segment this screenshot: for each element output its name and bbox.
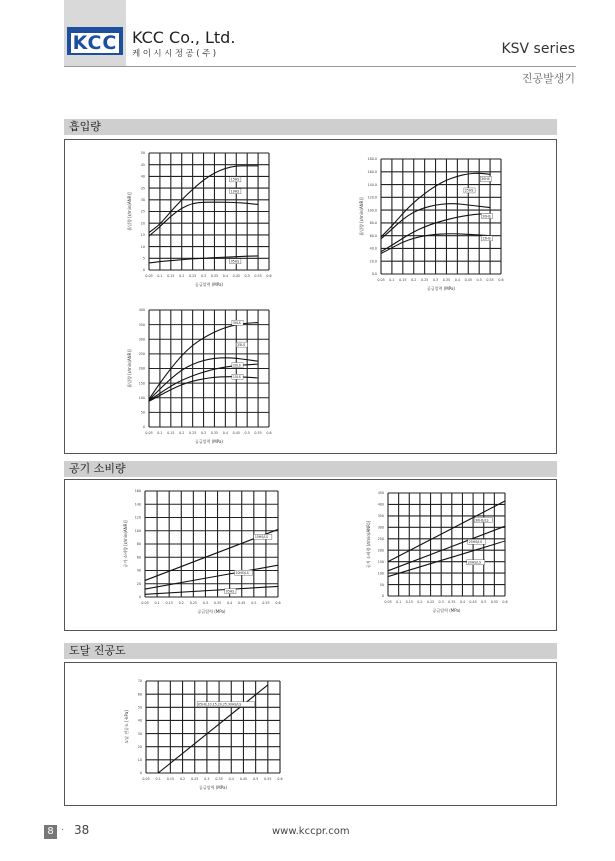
y-tick-label: 80.0 (369, 221, 377, 226)
x-tick-label: 0.6 (502, 600, 508, 604)
x-tick-label: 0.1 (154, 601, 160, 605)
x-tick-label: 0.1 (157, 431, 163, 435)
y-tick-label: 50 (140, 410, 145, 415)
x-tick-label: 0.45 (238, 601, 246, 605)
series-line (145, 586, 278, 594)
y-tick-label: 250 (138, 352, 145, 357)
series-line (388, 541, 505, 576)
x-tick-label: 0.2 (417, 600, 423, 604)
series-label: 30LS (232, 320, 241, 325)
series-label: 30HS/LS (475, 518, 489, 523)
y-tick-label: 350 (377, 514, 384, 519)
x-tick-label: 0.3 (200, 274, 207, 278)
x-tick-label: 0.15 (405, 600, 413, 604)
x-tick-label: 0.5 (476, 278, 482, 282)
y-tick-label: 100.0 (367, 208, 377, 213)
y-tick-label: 200 (138, 366, 145, 371)
x-tick-label: 0.3 (204, 777, 210, 781)
x-tick-label: 0.45 (469, 600, 477, 604)
x-axis-label: 공급압력 (MPa) (197, 609, 226, 614)
y-tick-label: 60.0 (369, 233, 377, 238)
y-tick-label: 140 (134, 502, 141, 507)
x-tick-label: 0.4 (459, 600, 466, 604)
y-tick-label: 15 (140, 233, 145, 238)
y-tick-label: 25 (140, 209, 145, 214)
series-label: 05HS (225, 589, 235, 594)
y-tick-label: 70 (137, 679, 142, 684)
x-tick-label: 0.15 (399, 278, 407, 282)
y-tick-label: 0 (142, 268, 145, 273)
chart-air-consumption-small (115, 483, 288, 625)
y-tick-label: 150 (138, 381, 145, 386)
series-line (388, 501, 505, 562)
y-tick-label: 0 (142, 425, 145, 430)
y-tick-label: 50 (140, 151, 145, 156)
x-tick-label: 0.15 (167, 274, 175, 278)
x-tick-label: 0.2 (179, 777, 186, 781)
y-tick-label: 300 (138, 337, 145, 342)
x-tick-label: 0.45 (232, 274, 240, 278)
x-tick-label: 0.55 (254, 274, 262, 278)
x-tick-label: 0.45 (232, 431, 240, 435)
x-tick-label: 0.2 (179, 431, 185, 435)
series-label: 20HS/LS (467, 560, 482, 565)
y-tick-label: 30 (137, 731, 142, 736)
page-number: 38 (74, 823, 90, 837)
x-tick-label: 0.5 (244, 431, 250, 435)
y-tick-label: 160.0 (367, 169, 377, 174)
x-tick-label: 0.35 (210, 274, 219, 278)
x-axis-label: 공급압력 (MPa) (195, 439, 223, 444)
x-tick-label: 0.05 (141, 601, 149, 605)
x-tick-label: 0.25 (420, 278, 429, 282)
x-tick-label: 0.45 (239, 777, 248, 781)
y-tick-label: 5 (142, 256, 145, 261)
series-label: 10HS/LS (235, 570, 249, 575)
y-tick-label: 0 (381, 594, 384, 599)
x-tick-label: 0.3 (438, 600, 444, 604)
x-tick-label: 0.05 (142, 777, 150, 781)
y-tick-label: 150 (377, 559, 384, 564)
x-tick-label: 0.25 (191, 777, 199, 781)
series-label: 25HS/LS (468, 540, 483, 545)
x-tick-label: 0.35 (213, 601, 222, 605)
y-tick-label: 40 (137, 718, 142, 723)
x-tick-label: 0.4 (228, 777, 234, 781)
y-tick-label: 200 (377, 548, 384, 553)
x-tick-label: 0.4 (454, 278, 460, 282)
y-tick-label: 60 (137, 692, 142, 697)
x-axis-label: 공급압력 (MPa) (195, 282, 223, 287)
x-tick-label: 0.6 (498, 278, 504, 282)
chart-air-consumption-medium (358, 485, 515, 624)
series-label: 25HS (464, 188, 474, 193)
y-tick-label: 100 (377, 571, 384, 576)
chart-suction-medium (351, 151, 511, 302)
x-tick-label: 0.5 (251, 601, 257, 605)
header-divider (64, 66, 576, 67)
x-tick-label: 0.4 (222, 274, 228, 278)
x-tick-label: 0.1 (155, 777, 161, 781)
series-label: 20LS (232, 363, 241, 368)
x-tick-label: 0.35 (215, 777, 223, 781)
y-tick-label: 140.0 (367, 182, 377, 187)
x-tick-label: 0.35 (448, 600, 456, 604)
y-tick-label: 35 (140, 186, 145, 191)
series-label: 15LS (232, 375, 241, 380)
x-tick-label: 0.3 (432, 278, 439, 282)
y-tick-label: 0 (138, 595, 141, 600)
x-tick-label: 0.6 (266, 274, 272, 278)
chart-suction-large (119, 302, 279, 455)
x-tick-label: 0.6 (277, 777, 283, 781)
y-tick-label: 100 (134, 528, 141, 533)
section-title-suction: 흡입량 (64, 119, 557, 135)
y-axis-label: 공기 소비량 [ℓ/min(ANR)] (123, 520, 128, 568)
x-tick-label: 0.25 (426, 600, 435, 604)
x-axis-label: 공급압력 (MPa) (199, 785, 227, 790)
x-tick-label: 0.4 (227, 601, 233, 605)
y-tick-label: 400 (138, 308, 145, 313)
x-tick-label: 0.15 (167, 431, 175, 435)
y-tick-label: 50 (137, 705, 142, 710)
y-tick-label: 30 (140, 198, 145, 202)
x-tick-label: 0.55 (264, 777, 272, 781)
y-tick-label: 120.0 (367, 195, 377, 200)
chart-vacuum (116, 673, 290, 801)
y-tick-label: 100 (138, 395, 145, 400)
x-tick-label: 0.05 (145, 274, 153, 278)
x-axis-label: 공급압력 (MPa) (427, 286, 455, 291)
y-tick-label: 20 (137, 744, 142, 749)
series-label: 15HS (482, 236, 491, 241)
series-title: KSV series (501, 41, 575, 57)
section-title-vacuum: 도달 진공도 (64, 643, 557, 659)
x-tick-label: 0.6 (266, 431, 272, 435)
company-korean-name: 케이시시정공(주) (132, 49, 219, 59)
y-tick-label: 60 (136, 555, 141, 560)
series-label: 30HS (481, 177, 490, 182)
x-tick-label: 0.35 (210, 431, 219, 435)
y-tick-label: 50 (379, 582, 384, 587)
x-tick-label: 0.55 (262, 601, 270, 605)
x-tick-label: 0.2 (179, 274, 185, 278)
kcc-logo: KCC (67, 27, 123, 55)
x-tick-label: 0.55 (486, 278, 494, 282)
series-label: 15HS (230, 177, 240, 182)
y-tick-label: 350 (138, 322, 145, 327)
website-url[interactable]: www.kccpr.com (272, 826, 350, 837)
x-tick-label: 0.5 (253, 777, 259, 781)
x-axis-label: 공급압력 (MPa) (432, 608, 461, 613)
x-tick-label: 0.4 (222, 431, 228, 435)
y-axis-label: 흡입량 [ℓ/min(ANR)] (127, 192, 132, 231)
x-tick-label: 0.25 (188, 431, 197, 435)
footer-separator: · (61, 825, 65, 836)
y-axis-label: 흡입량 [ℓ/min(ANR)] (127, 349, 132, 388)
x-tick-label: 0.3 (200, 431, 207, 435)
x-tick-label: 0.6 (275, 601, 281, 605)
y-tick-label: 160 (134, 489, 141, 494)
y-tick-label: 0.0 (371, 272, 377, 277)
y-tick-label: 0 (139, 771, 142, 776)
y-tick-label: 10 (140, 244, 145, 249)
x-tick-label: 0.25 (189, 601, 198, 605)
y-tick-label: 180.0 (367, 157, 377, 162)
y-tick-label: 400 (377, 502, 384, 507)
x-tick-label: 0.05 (377, 278, 385, 282)
y-axis-label: 흡입량 [ℓ/min(ANR)] (359, 197, 364, 236)
series-label: 25LS (237, 342, 246, 347)
y-tick-label: 40 (136, 568, 141, 573)
series-line (388, 526, 505, 571)
series-subtitle: 진공발생기 (521, 72, 575, 85)
y-tick-label: 45 (140, 162, 145, 167)
series-label: 10HS (230, 189, 240, 194)
x-tick-label: 0.55 (490, 600, 499, 604)
x-tick-label: 0.5 (481, 600, 487, 604)
series-label: 05HS,10,15,20,25,30HS/LS (198, 702, 242, 707)
y-axis-label: 공기 소비량 [ℓ/min(ANR)] (366, 520, 371, 569)
x-tick-label: 0.5 (244, 274, 250, 278)
y-tick-label: 40.0 (369, 246, 377, 251)
x-tick-label: 0.2 (178, 601, 184, 605)
y-tick-label: 10 (137, 758, 142, 763)
x-tick-label: 0.55 (254, 431, 262, 435)
x-tick-label: 0.2 (411, 278, 417, 282)
y-tick-label: 250 (377, 536, 384, 541)
x-tick-label: 0.05 (145, 431, 153, 435)
x-tick-label: 0.1 (157, 274, 163, 278)
x-tick-label: 0.05 (384, 600, 392, 604)
y-tick-label: 40 (140, 174, 145, 179)
y-tick-label: 20 (136, 581, 141, 586)
x-tick-label: 0.25 (188, 274, 197, 278)
section-title-air-consumption: 공기 소비량 (64, 461, 557, 477)
y-tick-label: 450 (377, 491, 384, 496)
series-label: 15HS/LS (254, 535, 269, 540)
x-tick-label: 0.35 (442, 278, 451, 282)
series-label: 20HS (482, 214, 491, 219)
x-tick-label: 0.1 (389, 278, 395, 282)
x-tick-label: 0.45 (464, 278, 472, 282)
company-name: KCC Co., Ltd. (132, 28, 236, 47)
y-tick-label: 20.0 (369, 259, 377, 264)
y-tick-label: 20 (140, 221, 145, 226)
x-tick-label: 0.15 (166, 777, 175, 781)
series-label: 05HS (230, 259, 240, 264)
y-tick-label: 80 (136, 542, 141, 547)
y-tick-label: 120 (134, 515, 141, 520)
y-axis-label: 도달 진공도 [-kPa] (124, 710, 129, 744)
series-line (145, 565, 278, 589)
x-tick-label: 0.1 (396, 600, 402, 604)
chart-suction-small (119, 145, 279, 298)
x-tick-label: 0.15 (165, 601, 173, 605)
chapter-number: 8 (44, 825, 57, 839)
y-tick-label: 300 (377, 525, 384, 530)
x-tick-label: 0.3 (202, 601, 209, 605)
